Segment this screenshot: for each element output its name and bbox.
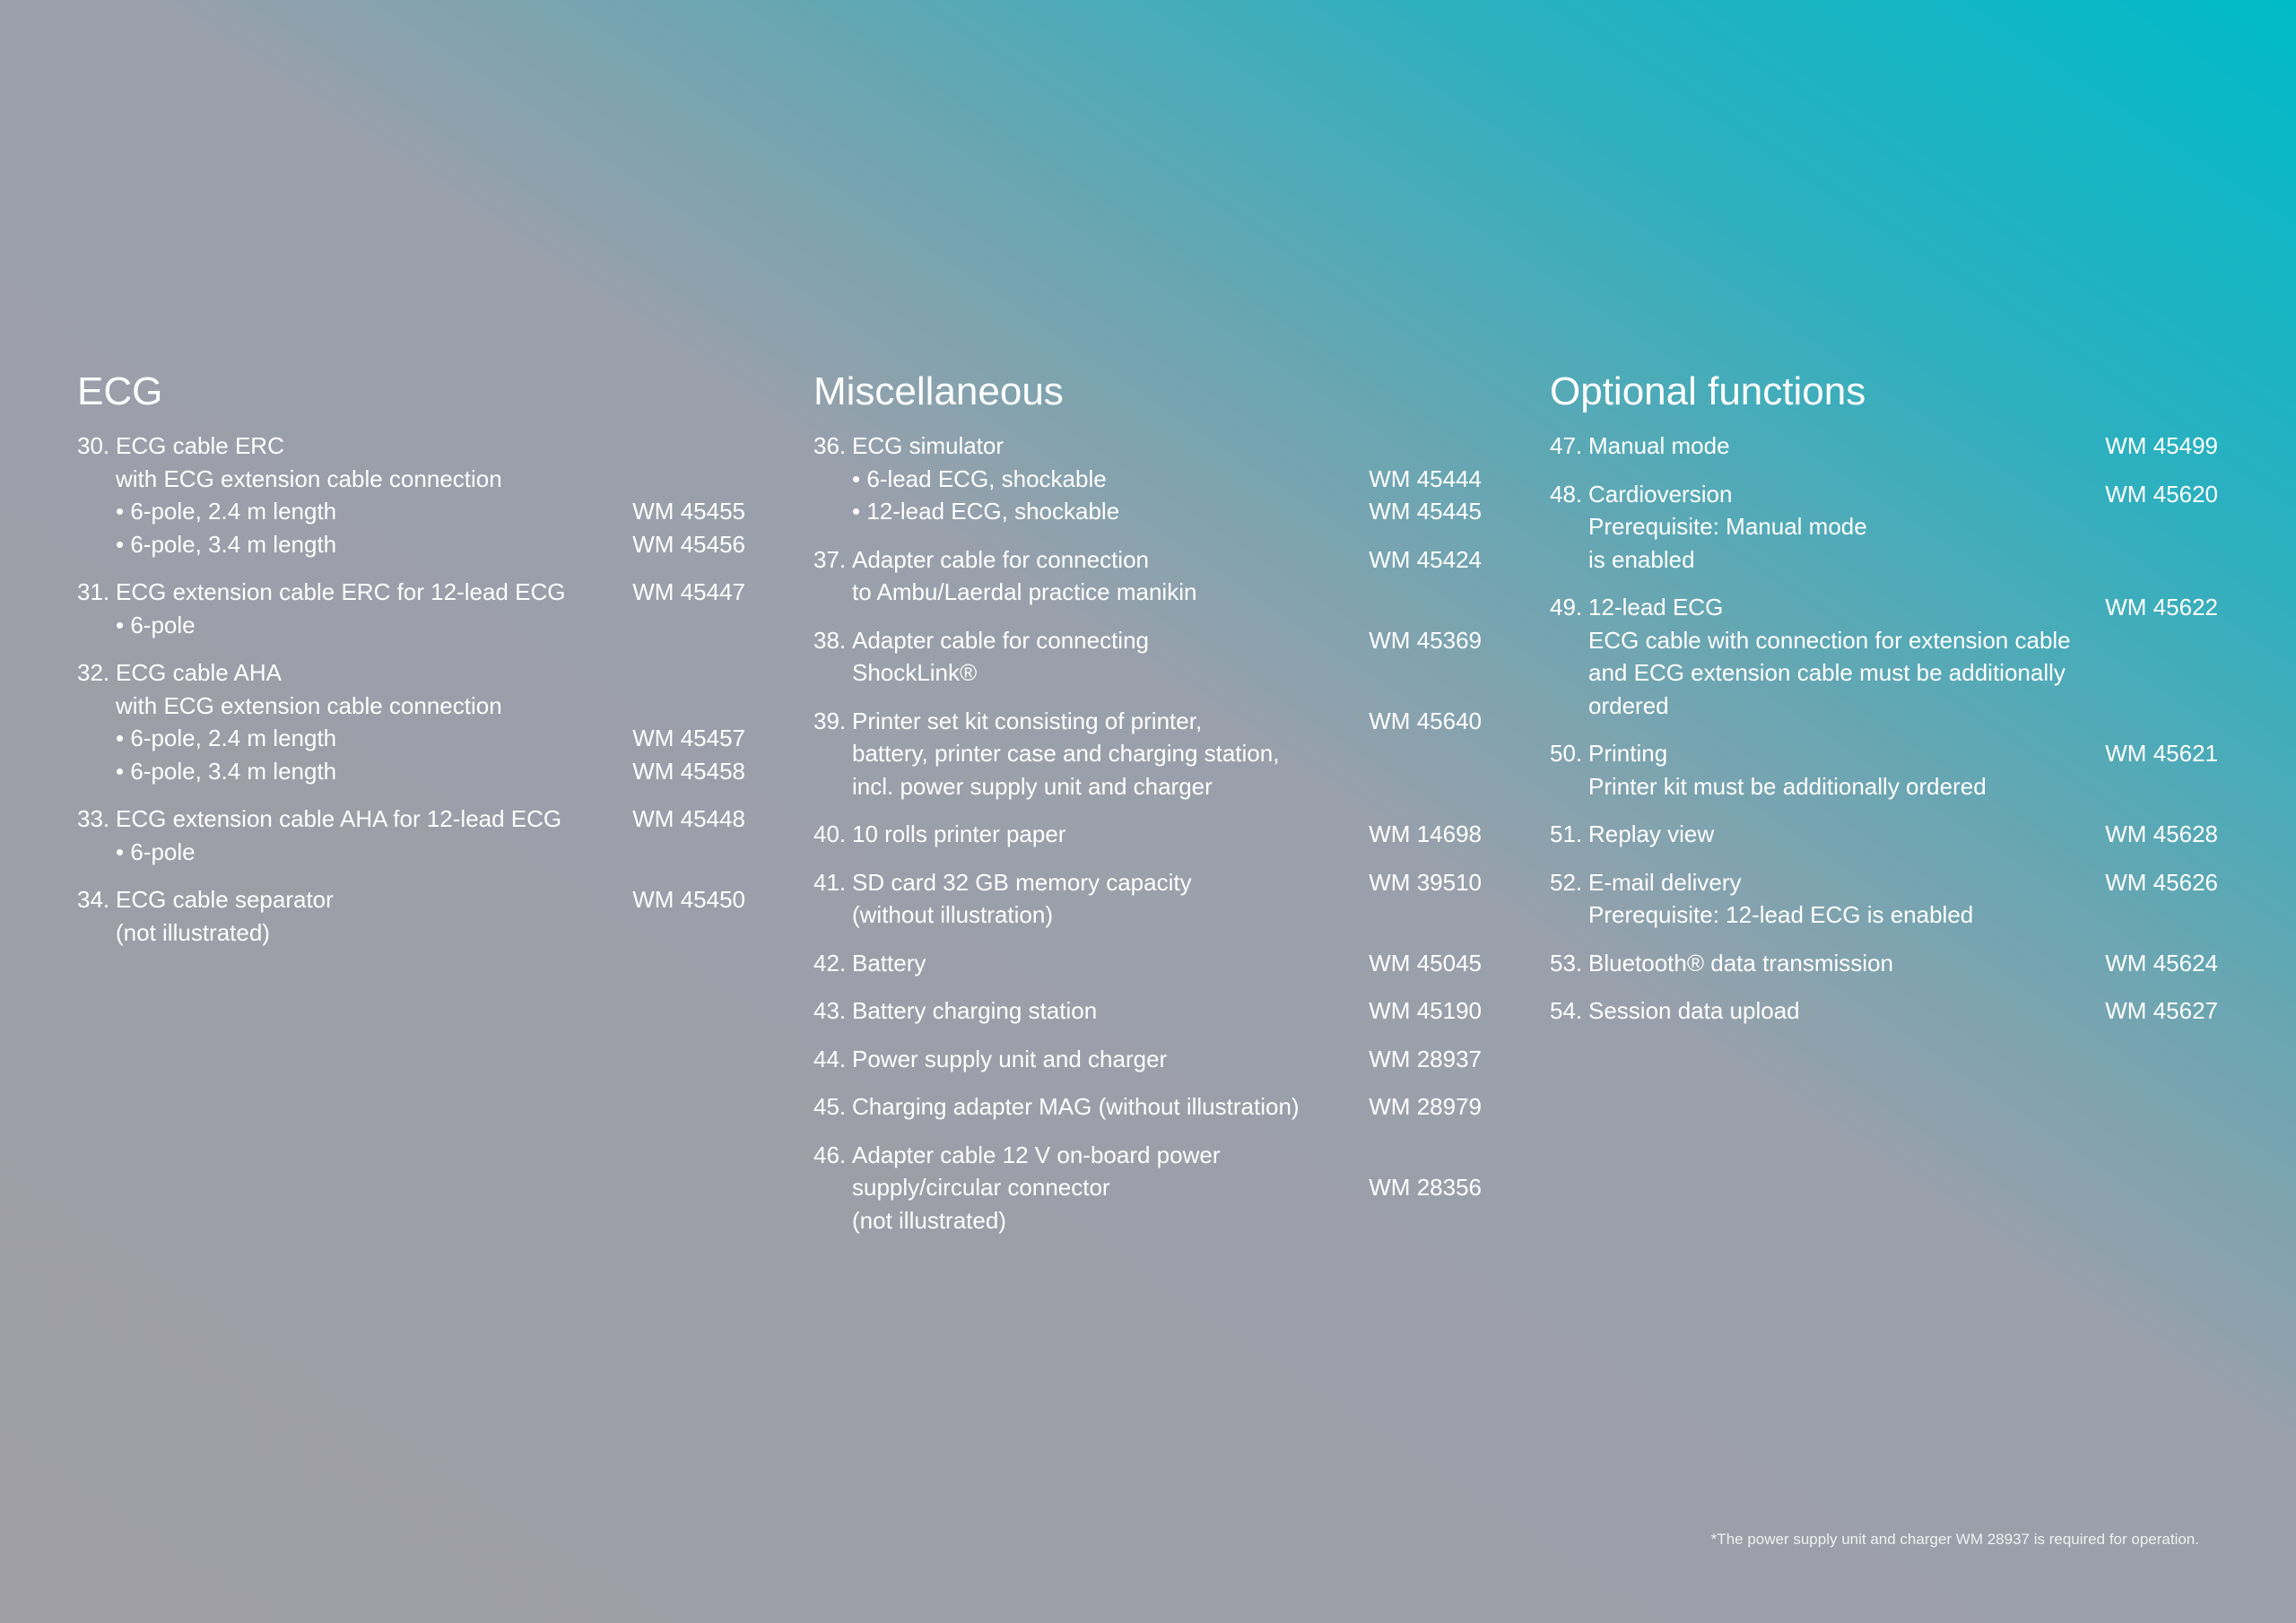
item-line [1550, 770, 2218, 803]
item-text: Session data upload [1588, 997, 1800, 1024]
item-line [813, 818, 1482, 851]
item-text: E-mail delivery [1588, 868, 1742, 896]
item-order-code: WM 45640 [1369, 707, 1482, 734]
item-line [813, 1204, 1482, 1237]
item-text: is enabled [1588, 545, 1695, 573]
item-number: 37. [813, 545, 847, 573]
item-text: ECG cable AHA [116, 659, 282, 686]
item-text: • 6-pole, 3.4 m length [116, 530, 337, 558]
list-item [1550, 947, 2218, 980]
item-line [77, 755, 745, 788]
item-text: ECG cable separator [116, 886, 334, 913]
item-text: Cardioversion [1588, 480, 1733, 508]
item-text: Prerequisite: Manual mode [1588, 513, 1867, 540]
item-line [813, 866, 1482, 899]
item-number: 40. [813, 820, 847, 847]
item-text: • 6-lead ECG, shockable [852, 464, 1107, 492]
item-number: 33. [77, 805, 110, 832]
column-optional-functions [1550, 363, 2218, 1043]
list-item [77, 803, 745, 868]
item-line [1550, 690, 2218, 723]
item-number: 54. [1550, 997, 1583, 1024]
item-order-code: WM 39510 [1369, 868, 1482, 896]
section-title: Miscellaneous [813, 369, 1064, 413]
item-number: 46. [813, 1141, 847, 1168]
item-text: 12-lead ECG [1588, 594, 1724, 621]
item-line [77, 463, 745, 496]
item-text: (without illustration) [852, 901, 1053, 928]
item-line [813, 624, 1482, 657]
item-text: to Ambu/Laerdal practice manikin [852, 578, 1197, 605]
item-order-code: WM 28979 [1369, 1093, 1482, 1120]
list-item [1550, 737, 2218, 803]
item-order-code: WM 45499 [2105, 432, 2218, 459]
list-item [77, 576, 745, 641]
item-line [1550, 591, 2218, 624]
item-number: 30. [77, 432, 110, 459]
item-text: ECG extension cable AHA for 12-lead ECG [116, 805, 562, 832]
item-line [1550, 624, 2218, 657]
item-number: 32. [77, 659, 110, 686]
list-item [1550, 478, 2218, 577]
item-order-code: WM 45621 [2105, 740, 2218, 767]
item-text: Power supply unit and charger [852, 1045, 1168, 1072]
list-item [813, 1043, 1482, 1076]
item-number: 48. [1550, 480, 1583, 508]
item-number: 45. [813, 1093, 847, 1120]
item-order-code: WM 45455 [632, 498, 745, 525]
item-line [77, 836, 745, 869]
item-text: ECG simulator [852, 432, 1004, 459]
item-text: ECG cable ERC [116, 432, 284, 459]
item-line [1550, 478, 2218, 511]
item-number: 47. [1550, 432, 1583, 459]
item-line [77, 656, 745, 690]
list-item [1550, 430, 2218, 463]
item-number: 52. [1550, 868, 1583, 896]
list-item [1550, 591, 2218, 722]
item-line [1550, 898, 2218, 932]
item-line [813, 994, 1482, 1028]
column-ecg [77, 363, 745, 964]
item-text: with ECG extension cable connection [116, 464, 502, 492]
item-order-code: WM 45190 [1369, 997, 1482, 1024]
list-item [813, 430, 1482, 528]
item-line [813, 737, 1482, 770]
item-order-code: WM 45450 [632, 886, 745, 913]
item-order-code: WM 45045 [1369, 949, 1482, 976]
item-line [1550, 818, 2218, 851]
item-line [1550, 994, 2218, 1028]
list-item [813, 543, 1482, 609]
item-order-code: WM 28937 [1369, 1045, 1482, 1072]
item-order-code: WM 45445 [1369, 498, 1482, 525]
item-order-code: WM 14698 [1369, 820, 1482, 847]
item-order-code: WM 45458 [632, 757, 745, 785]
item-line [77, 722, 745, 755]
item-line [1550, 947, 2218, 980]
item-number: 50. [1550, 740, 1583, 767]
item-text: Printing [1588, 740, 1668, 767]
item-line [1550, 737, 2218, 770]
item-text: Battery charging station [852, 997, 1098, 1024]
item-text: Prerequisite: 12-lead ECG is enabled [1588, 901, 1974, 928]
item-number: 42. [813, 949, 847, 976]
column-miscellaneous [813, 363, 1482, 1252]
item-order-code: WM 45628 [2105, 820, 2218, 847]
list-item [813, 1090, 1482, 1124]
item-number: 53. [1550, 949, 1583, 976]
item-number: 49. [1550, 594, 1583, 621]
item-text: Adapter cable for connecting [852, 626, 1149, 654]
item-text: • 12-lead ECG, shockable [852, 498, 1120, 525]
item-text: Replay view [1588, 820, 1715, 847]
footnote: *The power supply unit and charger WM 28937 is required for operation. [1710, 1531, 2199, 1548]
item-line [77, 609, 745, 642]
item-text: supply/circular connector [852, 1174, 1110, 1201]
list-item [813, 994, 1482, 1028]
item-text: Bluetooth® data transmission [1588, 949, 1894, 976]
item-text: with ECG extension cable connection [116, 691, 502, 719]
item-text: (not illustrated) [116, 918, 270, 946]
item-text: Battery [852, 949, 926, 976]
item-number: 41. [813, 868, 847, 896]
section-title: ECG [77, 369, 163, 413]
list-item [1550, 818, 2218, 851]
item-line [813, 495, 1482, 528]
list-item [1550, 994, 2218, 1028]
item-text: ECG extension cable ERC for 12-lead ECG [116, 578, 566, 605]
list-item [1550, 866, 2218, 932]
item-line [813, 1139, 1482, 1172]
item-line [77, 576, 745, 609]
list-item [813, 1139, 1482, 1237]
item-order-code: WM 45444 [1369, 464, 1482, 492]
item-text: Manual mode [1588, 432, 1730, 459]
item-line [77, 495, 745, 528]
item-text: • 6-pole [116, 838, 196, 865]
item-number: 39. [813, 707, 847, 734]
item-text: incl. power supply unit and charger [852, 772, 1213, 800]
item-text: Printer kit must be additionally ordered [1588, 772, 1987, 800]
item-line [1550, 543, 2218, 577]
list-item [77, 430, 745, 560]
item-line [77, 883, 745, 916]
item-order-code: WM 45447 [632, 578, 745, 605]
list-item [813, 705, 1482, 803]
list-item [813, 866, 1482, 932]
item-line [813, 705, 1482, 738]
item-line [813, 1171, 1482, 1204]
item-text: • 6-pole, 2.4 m length [116, 498, 337, 525]
list-item [77, 883, 745, 949]
item-line [813, 656, 1482, 690]
item-number: 44. [813, 1045, 847, 1072]
item-line [813, 1090, 1482, 1124]
item-line [1550, 430, 2218, 463]
section-title: Optional functions [1550, 369, 1866, 413]
item-line [77, 803, 745, 836]
item-number: 31. [77, 578, 110, 605]
item-line [813, 898, 1482, 932]
item-number: 43. [813, 997, 847, 1024]
item-order-code: WM 45424 [1369, 545, 1482, 573]
item-text: ShockLink® [852, 659, 978, 686]
item-text: Charging adapter MAG (without illustration) [852, 1093, 1300, 1120]
item-text: and ECG extension cable must be additionally [1588, 659, 2066, 686]
item-line [813, 430, 1482, 463]
item-line [813, 1043, 1482, 1076]
item-number: 34. [77, 886, 110, 913]
list-item [77, 656, 745, 787]
item-text: SD card 32 GB memory capacity [852, 868, 1192, 896]
item-line [1550, 866, 2218, 899]
item-line [1550, 510, 2218, 543]
item-number: 51. [1550, 820, 1583, 847]
item-text: 10 rolls printer paper [852, 820, 1066, 847]
item-text: ordered [1588, 691, 1669, 719]
item-text: • 6-pole, 2.4 m length [116, 725, 337, 751]
item-line [77, 528, 745, 561]
item-order-code: WM 45626 [2105, 868, 2218, 896]
item-text: Printer set kit consisting of printer, [852, 707, 1203, 734]
item-text: battery, printer case and charging station, [852, 740, 1280, 767]
item-order-code: WM 45369 [1369, 626, 1482, 654]
item-line [1550, 656, 2218, 690]
list-item [813, 624, 1482, 690]
item-order-code: WM 45457 [632, 725, 745, 751]
item-text: • 6-pole, 3.4 m length [116, 757, 337, 785]
item-line [813, 463, 1482, 496]
item-line [813, 770, 1482, 803]
item-order-code: WM 45627 [2105, 997, 2218, 1024]
item-order-code: WM 28356 [1369, 1174, 1482, 1201]
item-text: Adapter cable for connection [852, 545, 1149, 573]
item-line [77, 916, 745, 950]
item-text: (not illustrated) [852, 1206, 1006, 1234]
item-order-code: WM 45624 [2105, 949, 2218, 976]
item-order-code: WM 45622 [2105, 594, 2218, 621]
item-text: Adapter cable 12 V on-board power [852, 1141, 1221, 1168]
item-order-code: WM 45448 [632, 805, 745, 832]
item-text: • 6-pole [116, 611, 196, 638]
item-number: 36. [813, 432, 847, 459]
item-line [813, 543, 1482, 577]
item-order-code: WM 45620 [2105, 480, 2218, 508]
item-text: ECG cable with connection for extension cable [1588, 626, 2071, 654]
item-line [813, 576, 1482, 609]
item-number: 38. [813, 626, 847, 654]
list-item [813, 947, 1482, 980]
item-line [813, 947, 1482, 980]
item-line [77, 690, 745, 723]
item-line [77, 430, 745, 463]
list-item [813, 818, 1482, 851]
item-order-code: WM 45456 [632, 530, 745, 558]
